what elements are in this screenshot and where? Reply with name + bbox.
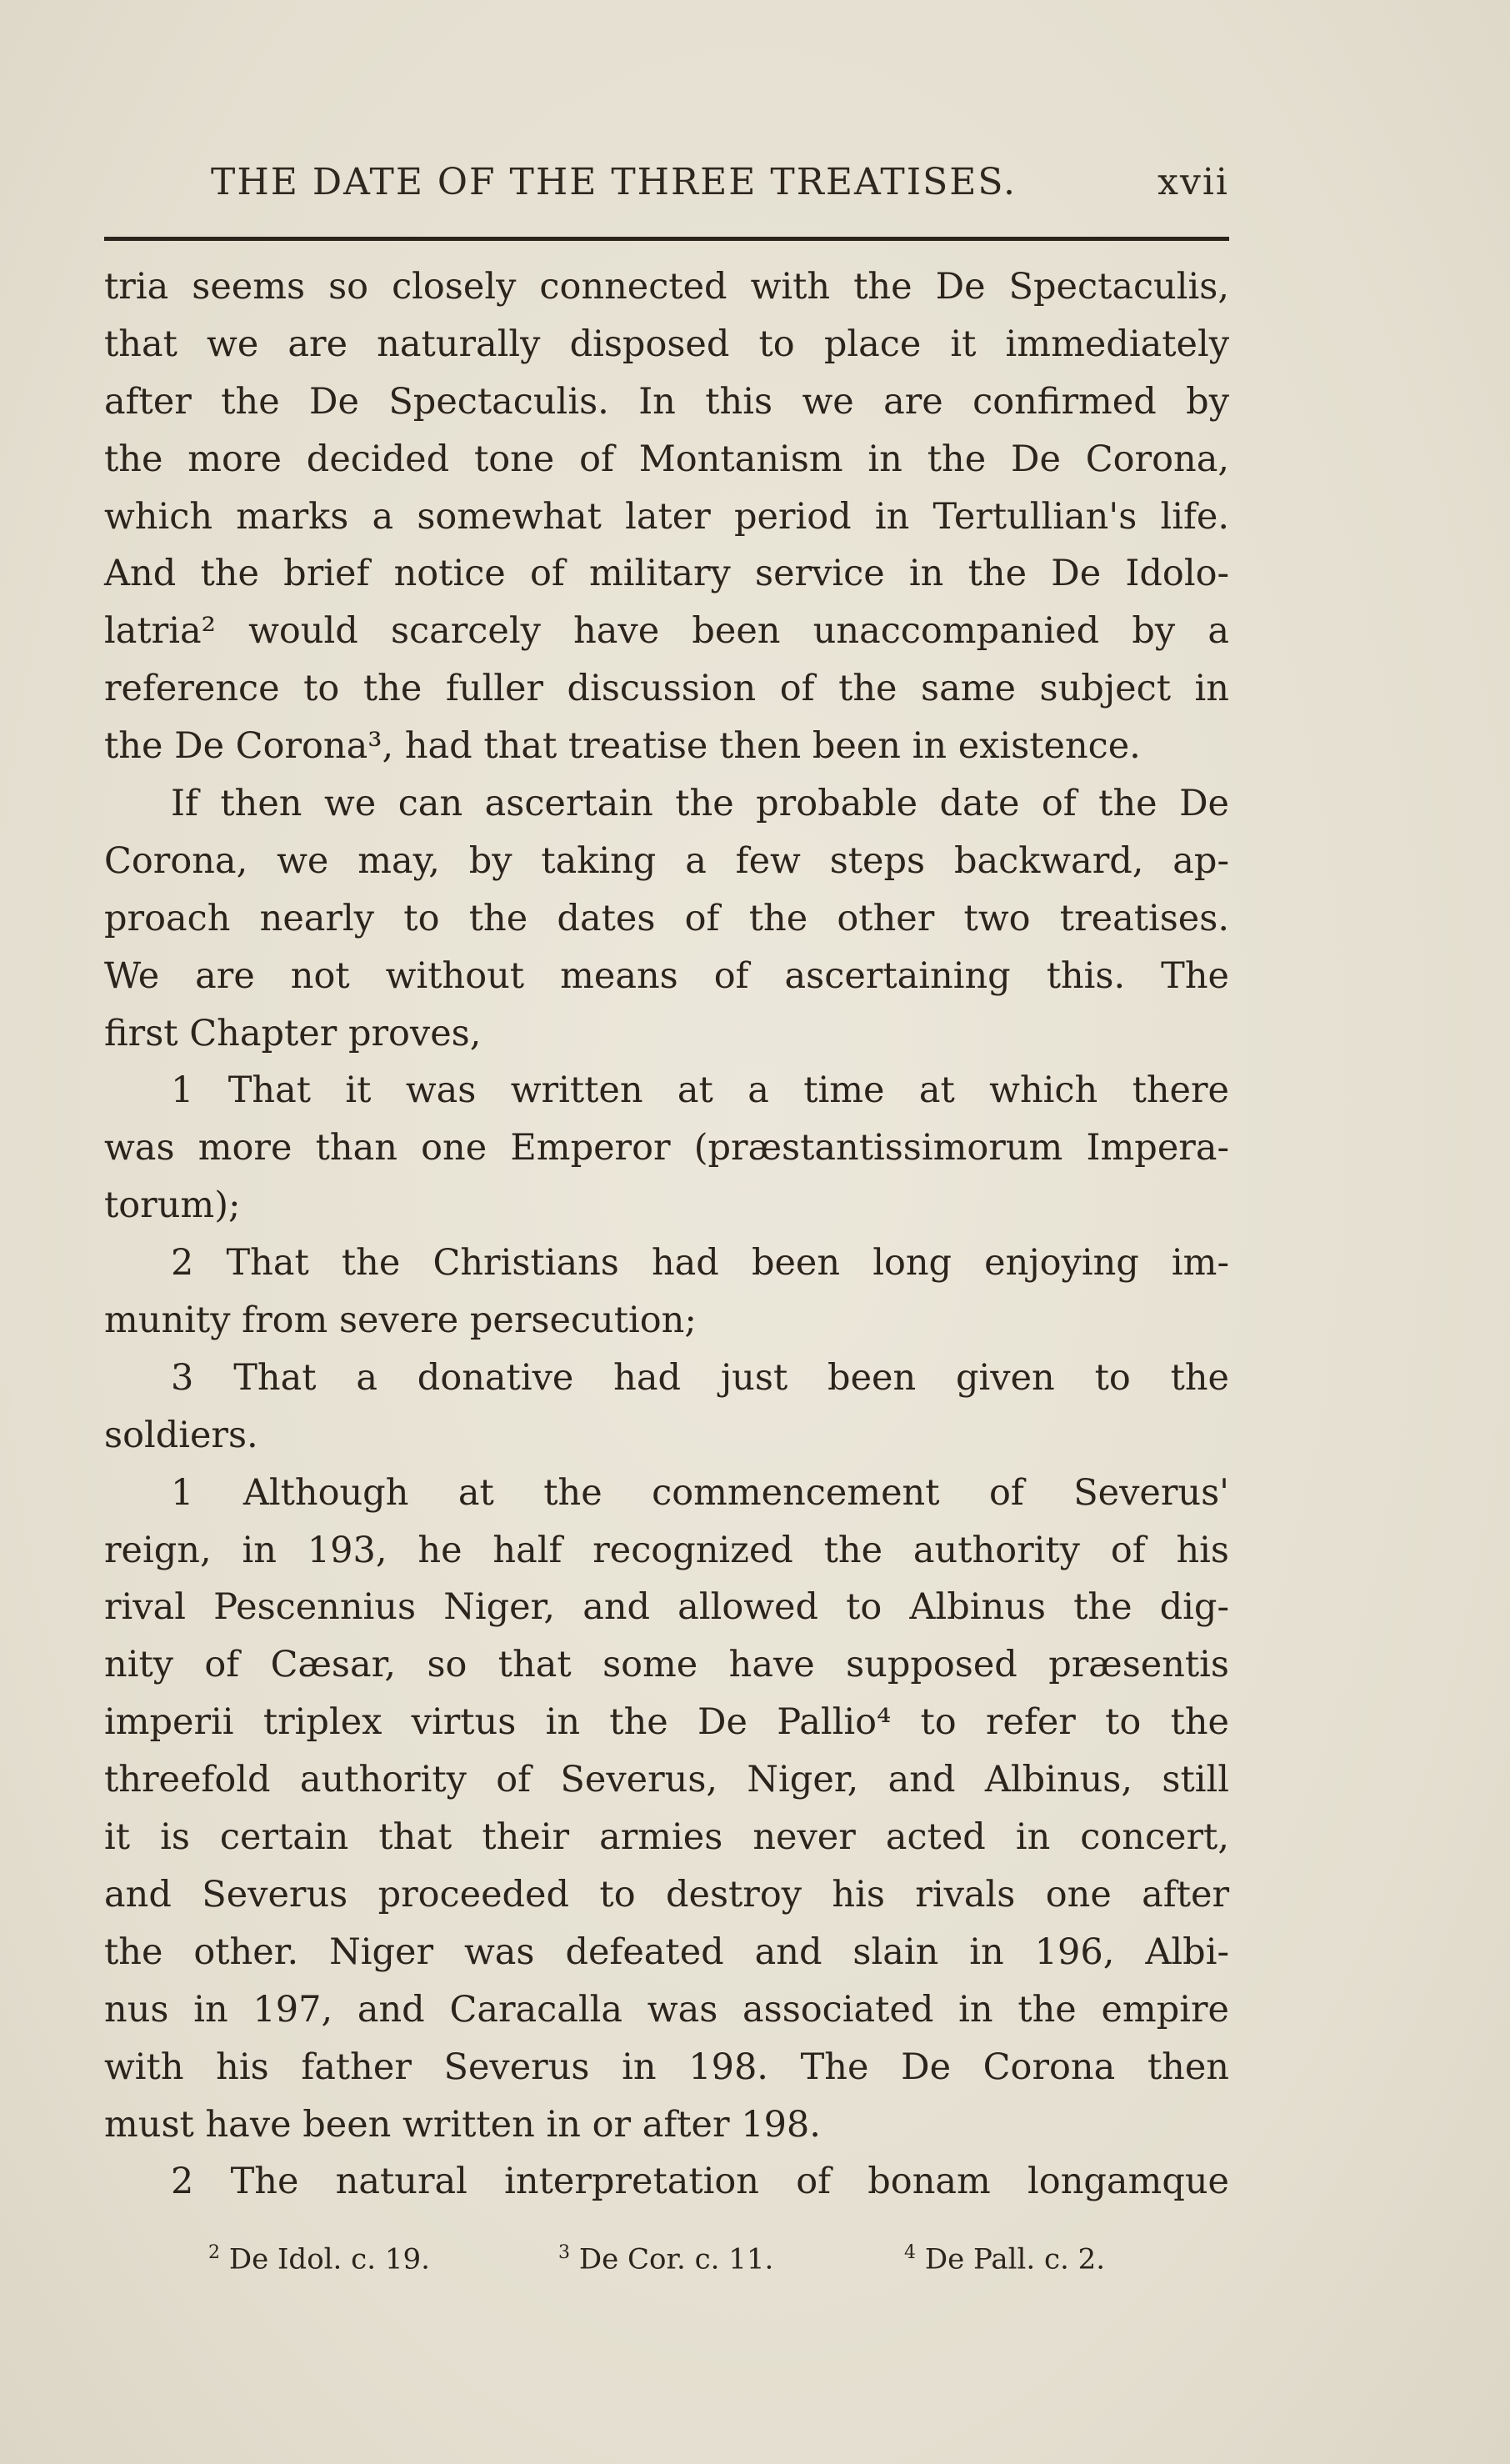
footnote-mark: 3 [558,2242,570,2263]
text-line: munity from severe persecution; [104,1300,697,1342]
text-line: that we are naturally disposed to place it immediately [104,323,1229,365]
text-line: 1 Although at the commencement of Severus' [171,1471,1229,1514]
footnote-mark: 4 [904,2242,916,2263]
text-line: soldiers. [104,1414,258,1456]
text-line: torum); [104,1184,241,1227]
body-text [104,258,1229,2211]
footnotes [208,2242,1208,2292]
text-line: and Severus proceeded to destroy his rivals one after [104,1873,1229,1916]
text-line: 1 That it was written at a time at which there [171,1069,1229,1112]
text-line: latria² would scarcely have been unaccompanied by a [104,610,1229,653]
text-line: imperii triplex virtus in the De Pallio⁴ to refer to the [104,1701,1229,1744]
text-line: 2 The natural interpretation of bonam longamque [171,2161,1229,2203]
text-line: Corona, we may, by taking a few steps backward, ap- [104,839,1229,882]
page-header [104,154,1229,213]
footnote [904,2242,1105,2276]
text-line: We are not without means of ascertaining this. The [104,954,1229,997]
text-line: after the De Spectaculis. In this we are confirmed by [104,380,1229,423]
text-line: the De Corona³, had that treatise then been in existence. [104,725,1141,768]
text-line: tria seems so closely connected with the De Spectaculis, [104,266,1229,308]
text-line: must have been written in or after 198. [104,2103,821,2146]
text-line: If then we can ascertain the probable date of the De [171,783,1229,825]
footnote-mark: 2 [208,2242,220,2263]
running-title: THE DATE OF THE THREE TREATISES. [211,161,1017,203]
text-line: the more decided tone of Montanism in the De Corona, [104,438,1229,480]
header-rule [104,237,1229,241]
footnote [558,2242,773,2276]
text-line: reign, in 193, he half recognized the authority of his [104,1529,1229,1571]
text-line: And the brief notice of military service in the De Idolo- [104,553,1229,595]
text-line: first Chapter proves, [104,1012,482,1054]
text-line: rival Pescennius Niger, and allowed to Albinus the dig- [104,1586,1229,1629]
footnote-text: De Cor. c. 11. [578,2242,774,2276]
page-number: xvii [1158,161,1229,203]
text-line: it is certain that their armies never acted in concert, [104,1816,1229,1859]
text-line: with his father Severus in 198. The De Corona then [104,2046,1229,2088]
text-line: proach nearly to the dates of the other two treatises. [104,897,1229,939]
text-line: reference to the fuller discussion of the same subject in [104,668,1229,710]
footnote [208,2242,430,2276]
footnote-text: De Idol. c. 19. [228,2242,430,2276]
footnote-text: De Pall. c. 2. [924,2242,1106,2276]
text-line: threefold authority of Severus, Niger, and Albinus, still [104,1759,1229,1801]
text-line: nity of Cæsar, so that some have supposed præsentis [104,1644,1229,1686]
text-line: the other. Niger was defeated and slain in 196, Albi- [104,1931,1229,1973]
text-line: 2 That the Christians had been long enjoying im- [171,1242,1229,1285]
text-line: 3 That a donative had just been given to the [171,1356,1229,1399]
text-line: was more than one Emperor (præstantissimorum Impera- [104,1127,1229,1169]
text-line: nus in 197, and Caracalla was associated in the empire [104,1988,1229,2031]
text-line: which marks a somewhat later period in Tertullian's life. [104,495,1229,538]
